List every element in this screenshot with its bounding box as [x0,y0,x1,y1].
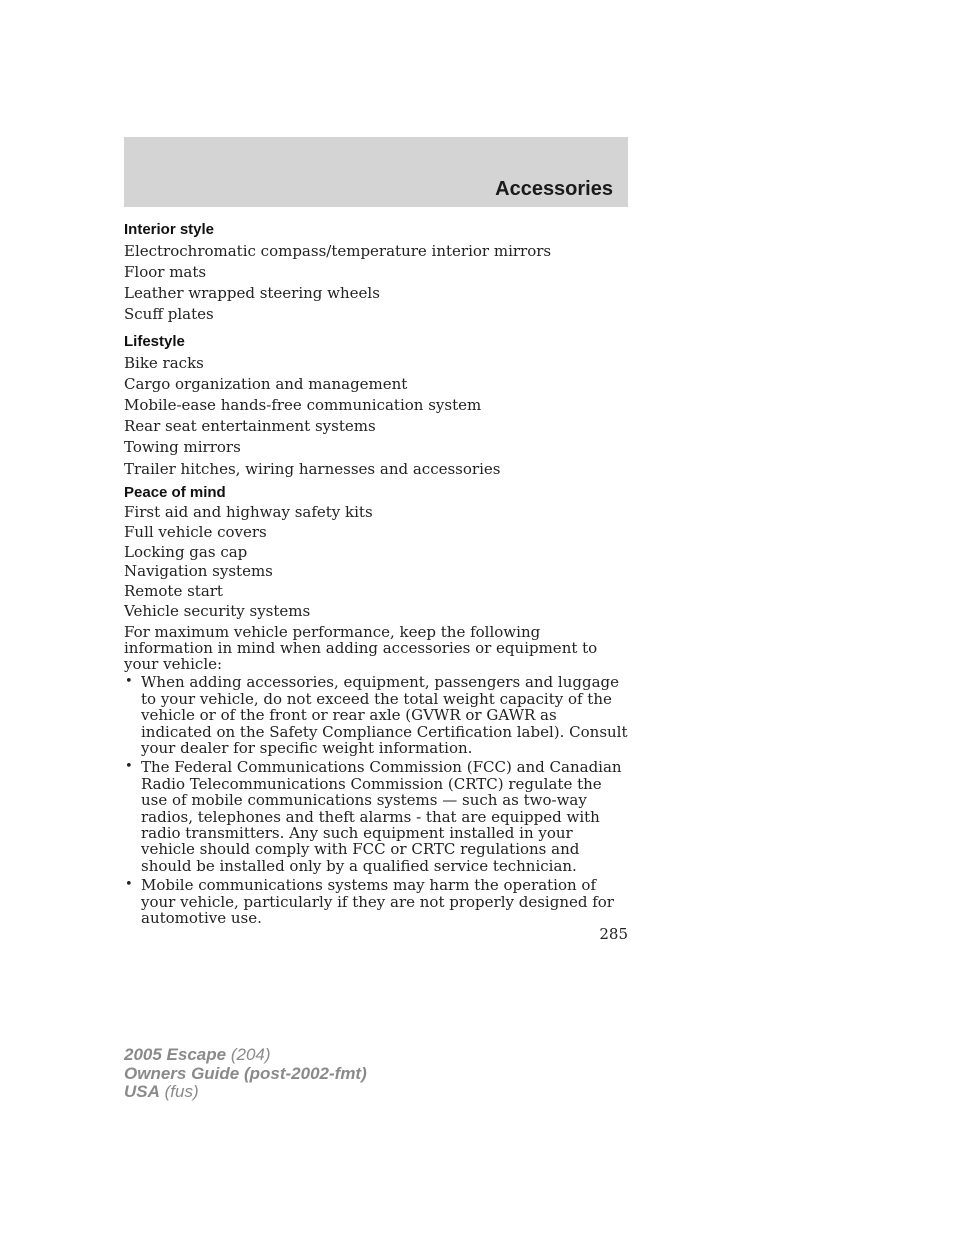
section-interior-style [124,219,628,325]
footer-guide: Owners Guide (post-2002-fmt) [124,1063,367,1083]
list-item: First aid and highway safety kits [124,503,373,521]
section-title: Interior style [124,221,215,238]
footer-line-1 [124,1046,367,1065]
bullet-item [124,759,628,874]
footer-model: 2005 Escape [124,1045,227,1064]
bullet-text: Mobile communications systems may harm the operation of your vehicle, particularly if they are not properly designed for automotive use. [141,876,614,928]
list-item: Vehicle security systems [124,601,311,620]
footer-line-3 [124,1083,367,1102]
bullet-icon: • [125,759,133,775]
list-item: Electrochromatic compass/temperature interior mirrors [124,242,552,260]
list-item: Full vehicle covers [124,522,267,541]
page-content [124,219,628,929]
list-item: Trailer hitches, wiring harnesses and accessories [124,460,501,478]
document-footer [124,1046,367,1102]
bullet-icon: • [125,877,133,893]
footer-model-code: (204) [230,1045,271,1064]
list-item: Locking gas cap [124,542,248,561]
list-item: Navigation systems [124,562,273,581]
section-peace-of-mind [124,483,628,622]
list-item: Cargo organization and management [124,375,408,393]
footer-market: USA [124,1082,160,1101]
page-title: Accessories [495,178,613,200]
section-title: Peace of mind [124,484,226,501]
list-item: Leather wrapped steering wheels [124,284,380,302]
list-item: Remote start [124,582,223,601]
section-title: Lifestyle [124,333,185,350]
list-item: Towing mirrors [124,438,241,456]
list-item: Scuff plates [124,305,214,323]
bullet-item [124,877,628,926]
bullet-item [124,674,628,756]
bullet-icon: • [125,674,133,690]
footer-market-code: (fus) [164,1082,199,1101]
bullet-list [124,674,628,926]
section-header-band [124,137,628,207]
list-item: Floor mats [124,263,207,281]
footer-line-2 [124,1065,367,1084]
section-lifestyle [124,331,628,480]
list-item: Mobile-ease hands-free communication system [124,396,482,414]
list-item: Bike racks [124,354,204,372]
list-item: Rear seat entertainment systems [124,417,376,435]
bullet-text: When adding accessories, equipment, passengers and luggage to your vehicle, do not exceed the total weight capacity of the vehicle or of the front or rear axle (GVWR or GAWR as indicated on the Safety Compliance Certification label). Consult your dealer for specific weight information. [141,673,628,758]
bullet-text: The Federal Communications Commission (FCC) and Canadian Radio Telecommunications Commission (CRTC) regulate the use of mobile communications systems — such as two-way radios, telephones and theft alarms - that are equipped with radio transmitters. Any such equipment installed in your vehicle should comply with FCC or CRTC regulations and should be installed only by a qualified service technician. [141,758,622,875]
intro-paragraph: For maximum vehicle performance, keep the following information in mind when adding accessories or equipment to your vehicle: [124,622,598,674]
page-number: 285 [599,925,628,943]
